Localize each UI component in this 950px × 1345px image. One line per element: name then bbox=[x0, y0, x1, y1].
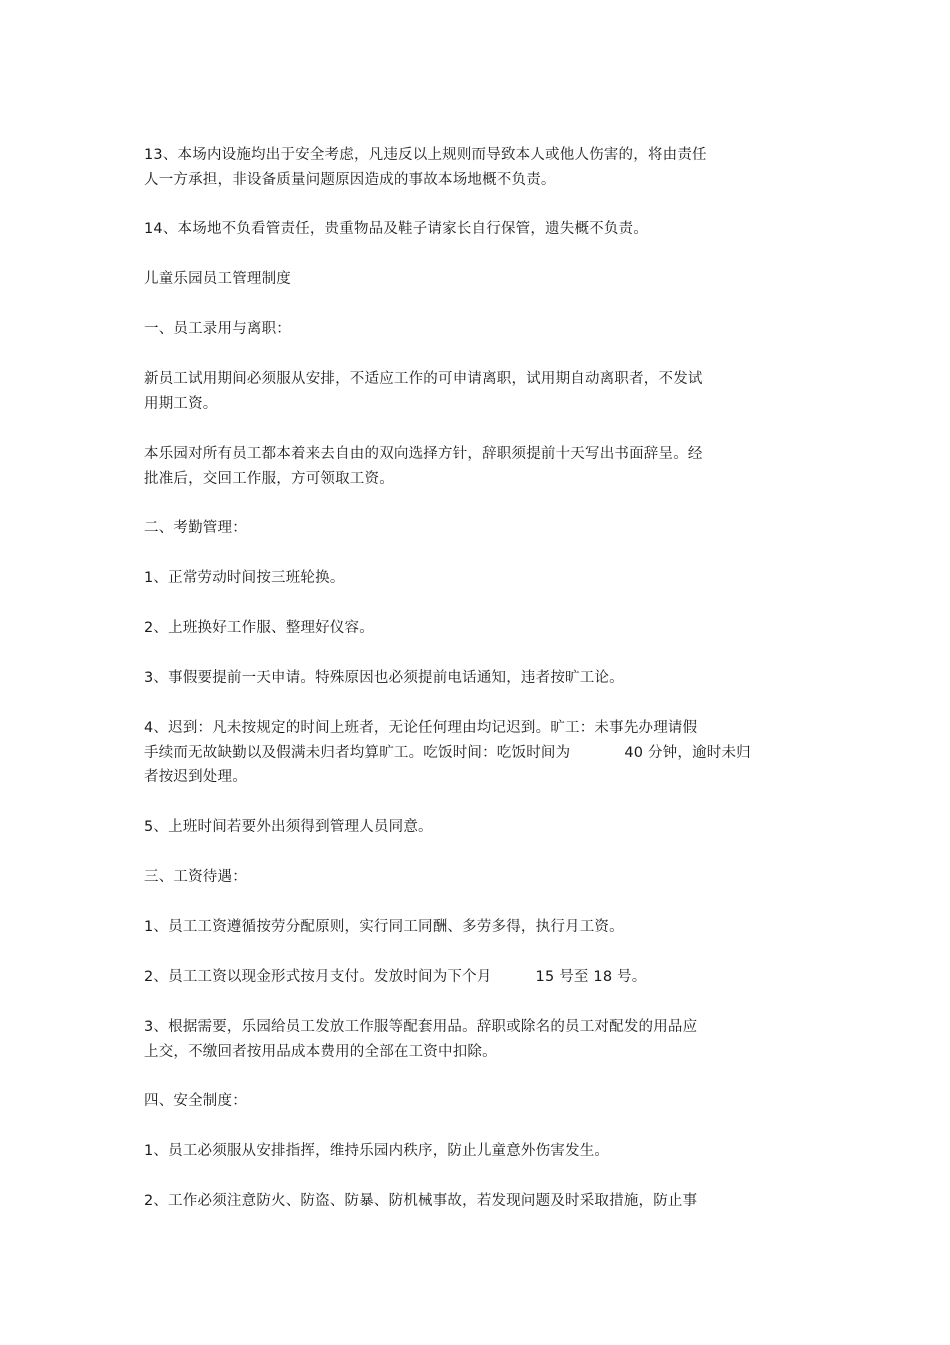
text-line: 人一方承担，非设备质量问题原因造成的事故本场地概不负责。 bbox=[144, 172, 556, 188]
section-heading: 一、员工录用与离职： bbox=[144, 321, 291, 337]
text-line: 本乐园对所有员工都本着来去自由的双向选择方针，辞职须提前十天写出书面辞呈。经 bbox=[144, 446, 703, 462]
text-line: 上交，不缴回者按用品成本费用的全部在工资中扣除。 bbox=[144, 1044, 497, 1060]
text-line: 3、根据需要，乐园给员工发放工作服等配套用品。辞职或除名的员工对配发的用品应 bbox=[144, 1019, 698, 1035]
text-line: 4、迟到：凡未按规定的时间上班者，无论任何理由均记迟到。旷工：未事先办理请假 bbox=[144, 720, 698, 736]
section-title: 儿童乐园员工管理制度 bbox=[144, 271, 291, 287]
text-line: 1、员工工资遵循按劳分配原则，实行同工同酬、多劳多得，执行月工资。 bbox=[144, 919, 624, 935]
text-line bbox=[144, 967, 646, 987]
text-segment: 2、员工工资以现金形式按月支付。发放时间为下个月 bbox=[144, 969, 492, 985]
text-line: 批准后，交回工作服，方可领取工资。 bbox=[144, 471, 394, 487]
text-segment: 40 分钟，逾时未归 bbox=[624, 745, 751, 761]
text-line: 13、本场内设施均出于安全考虑，凡违反以上规则而导致本人或他人伤害的，将由责任 bbox=[144, 147, 707, 163]
text-line bbox=[144, 743, 751, 763]
text-segment: 15 号至 18 号。 bbox=[535, 969, 647, 985]
text-line: 者按迟到处理。 bbox=[144, 769, 247, 785]
text-line: 1、员工必须服从安排指挥，维持乐园内秩序，防止儿童意外伤害发生。 bbox=[144, 1143, 610, 1159]
section-heading: 三、工资待遇： bbox=[144, 869, 247, 885]
text-line: 2、工作必须注意防火、防盗、防暴、防机械事故，若发现问题及时采取措施，防止事 bbox=[144, 1193, 698, 1209]
section-heading: 四、安全制度： bbox=[144, 1093, 247, 1109]
text-line: 1、正常劳动时间按三班轮换。 bbox=[144, 570, 345, 586]
text-line: 3、事假要提前一天申请。特殊原因也必须提前电话通知，违者按旷工论。 bbox=[144, 670, 624, 686]
section-heading: 二、考勤管理： bbox=[144, 520, 247, 536]
text-line: 14、本场地不负看管责任，贵重物品及鞋子请家长自行保管，遗失概不负责。 bbox=[144, 221, 648, 237]
text-line: 5、上班时间若要外出须得到管理人员同意。 bbox=[144, 819, 433, 835]
text-line: 2、上班换好工作服、整理好仪容。 bbox=[144, 620, 374, 636]
text-line: 新员工试用期间必须服从安排，不适应工作的可申请离职，试用期自动离职者，不发试 bbox=[144, 371, 703, 387]
text-segment: 手续而无故缺勤以及假满未归者均算旷工。吃饭时间：吃饭时间为 bbox=[144, 745, 571, 761]
text-line: 用期工资。 bbox=[144, 396, 218, 412]
